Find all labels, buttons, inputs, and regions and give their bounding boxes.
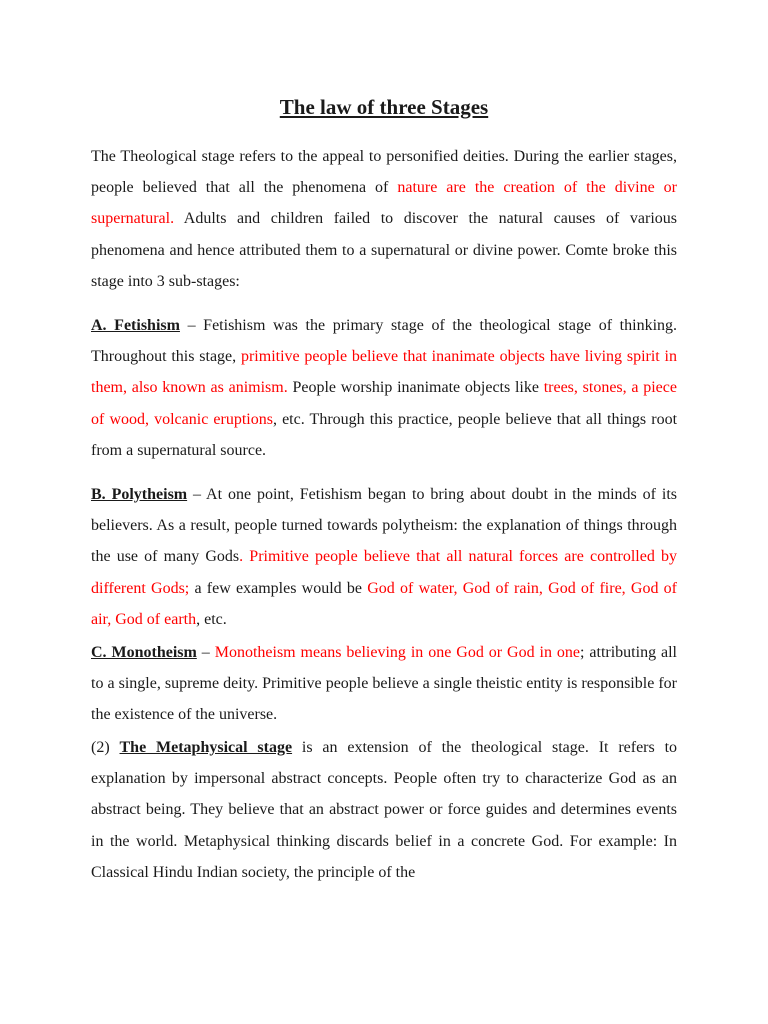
metaphysical-text-1: is an extension of the theological stage. It refers to explanation by impersonal abstract concepts. People often try to characterize God as an abstract being. They believe that an abstract power or force guides and determines events in the world. Metaphysical thinking discards belief in a concrete God. For example: In Classical Hindu Indian society, the principle of the — [91, 739, 678, 881]
intro-highlight-1: nature are the creation of the divine or supernatural. — [91, 179, 678, 228]
polytheism-heading: B. Polytheism — [91, 486, 188, 503]
intro-text-1: The Theological stage refers to the appeal to personified deities. During the earlier stages, people believed that all the phenomena of — [91, 148, 677, 197]
monotheism-text-1: – — [196, 644, 215, 661]
fetishism-text-1: – Fetishism was the primary stage of the theological stage of thinking. Throughout this stage, — [91, 317, 678, 366]
fetishism-highlight-1: primitive people believe that inanimate objects have living spirit in them, also known as animism. — [91, 348, 677, 397]
monotheism-highlight-1: Monotheism means believing in one God or God in one — [214, 644, 581, 661]
intro-text-2: Adults and children failed to discover the natural causes of various phenomena and hence attributed them to a supernatural or divine power. Comte broke this stage into 3 sub-stages: — [91, 210, 677, 290]
fetishism-text-3: , etc. Through this practice, people believe that all things root from a supernatural source. — [91, 410, 678, 459]
monotheism-paragraph — [91, 637, 677, 731]
fetishism-heading: A. Fetishism — [91, 317, 180, 334]
monotheism-text-2: ; attributing all to a single, supreme deity. Primitive people believe a single theistic entity is responsible for the existence of the universe. — [91, 644, 678, 724]
metaphysical-number: (2) — [91, 739, 120, 756]
fetishism-paragraph — [91, 310, 677, 466]
polytheism-highlight-1: . Primitive people believe that all natural forces are controlled by different Gods; — [91, 548, 677, 597]
polytheism-paragraph — [91, 479, 677, 635]
polytheism-text-3: , etc. — [196, 610, 227, 628]
monotheism-heading: C. Monotheism — [91, 644, 197, 661]
document-title: The law of three Stages — [279, 95, 489, 119]
polytheism-text-2: a few examples would be — [189, 579, 368, 597]
metaphysical-heading: The Metaphysical stage — [119, 739, 293, 756]
fetishism-highlight-2: trees, stones, a piece of wood, volcanic eruptions — [91, 379, 677, 428]
metaphysical-paragraph — [91, 732, 677, 888]
fetishism-text-2: People worship inanimate objects like — [287, 379, 544, 397]
polytheism-highlight-2: God of water, God of rain, God of fire, God of air, God of earth — [91, 579, 678, 628]
intro-paragraph — [91, 141, 677, 297]
polytheism-text-1: – At one point, Fetishism began to bring about doubt in the minds of its believers. As a result, people turned towards polytheism: the explanation of things through the use of many Gods — [91, 486, 678, 566]
